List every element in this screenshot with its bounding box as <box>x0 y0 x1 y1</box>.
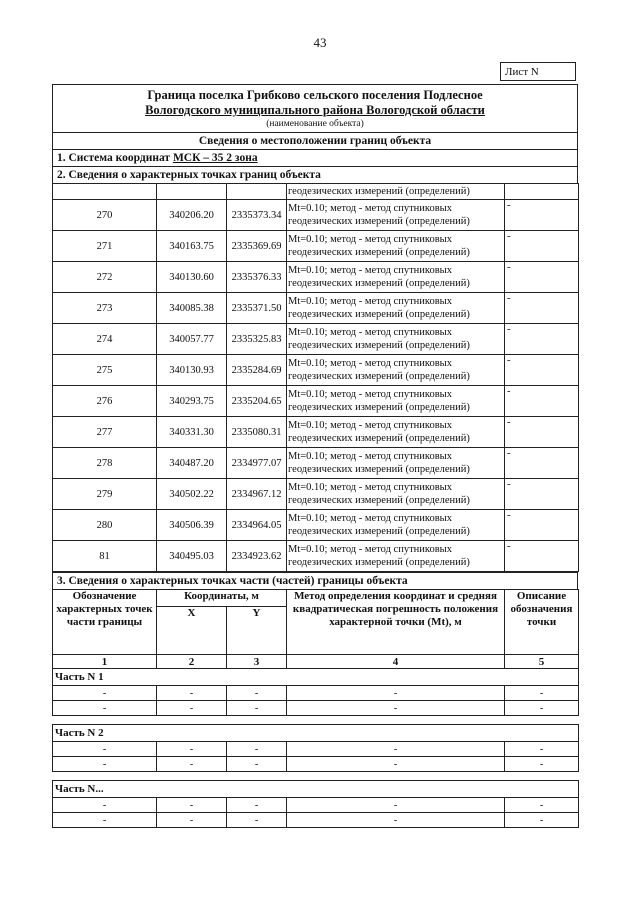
table-row <box>53 813 579 828</box>
coordinate-system-label: 1. Система координат <box>57 152 171 164</box>
empty-cell: - <box>157 798 227 813</box>
point-description: - <box>505 200 579 231</box>
table-row <box>53 510 579 541</box>
col-number: 2 <box>157 655 227 669</box>
point-method <box>287 200 505 231</box>
empty-cell: - <box>287 813 505 828</box>
col-x-header: X <box>157 607 227 655</box>
point-x: 340085.38 <box>157 293 227 324</box>
empty-cell: - <box>157 701 227 716</box>
object-header <box>52 84 578 132</box>
point-y: 2335204.65 <box>227 386 287 417</box>
col-number: 3 <box>227 655 287 669</box>
point-x: 340506.39 <box>157 510 227 541</box>
method-line1: Mt=0.10; метод - метод спутниковых <box>288 234 452 245</box>
col-method-header: Метод определения координат и средняя квадратическая погрешность положения характерной точки (Mt), м <box>287 590 505 655</box>
table-row <box>53 448 579 479</box>
table-row <box>53 479 579 510</box>
method-line2: геодезических измерений (определений) <box>288 464 470 475</box>
point-method <box>287 541 505 572</box>
section-title: Сведения о местоположении границ объекта <box>52 132 578 149</box>
page-number: 43 <box>313 35 327 50</box>
table-row <box>53 262 579 293</box>
table-row <box>53 757 579 772</box>
empty-cell: - <box>157 742 227 757</box>
method-line2: геодезических измерений (определений) <box>288 309 470 320</box>
empty-cell: - <box>53 813 157 828</box>
point-y: 2335369.69 <box>227 231 287 262</box>
table-row <box>53 417 579 448</box>
table-row <box>53 324 579 355</box>
method-line2: геодезических измерений (определений) <box>288 247 470 258</box>
point-y: 2335376.33 <box>227 262 287 293</box>
empty-cell: - <box>227 798 287 813</box>
point-id: 276 <box>53 386 157 417</box>
point-y: 2334967.12 <box>227 479 287 510</box>
point-description: - <box>505 417 579 448</box>
empty-cell: - <box>157 813 227 828</box>
part-label: Часть N... <box>53 781 579 798</box>
point-description: - <box>505 510 579 541</box>
point-x: 340502.22 <box>157 479 227 510</box>
method-line2: геодезических измерений (определений) <box>288 433 470 444</box>
empty-cell: - <box>227 757 287 772</box>
method-line2: геодезических измерений (определений) <box>288 526 470 537</box>
part-label-row <box>53 669 579 686</box>
point-id: 280 <box>53 510 157 541</box>
table-row <box>53 701 579 716</box>
point-y: 2335373.34 <box>227 200 287 231</box>
point-y: 2334964.05 <box>227 510 287 541</box>
empty-cell: - <box>505 757 579 772</box>
point-id: 278 <box>53 448 157 479</box>
point-id: 81 <box>53 541 157 572</box>
point-y: 2335080.31 <box>227 417 287 448</box>
empty-cell: - <box>227 701 287 716</box>
table-row <box>53 798 579 813</box>
point-y: 2334923.62 <box>227 541 287 572</box>
point-method <box>287 262 505 293</box>
empty-cell: - <box>157 757 227 772</box>
empty-cell: - <box>505 798 579 813</box>
point-x: 340057.77 <box>157 324 227 355</box>
object-title-line1: Граница поселка Грибково сельского поселения Подлесное <box>147 88 483 102</box>
point-id: 272 <box>53 262 157 293</box>
point-y: 2335284.69 <box>227 355 287 386</box>
col-designation-header: Обозначение характерных точек части границы <box>53 590 157 655</box>
point-x: 340293.75 <box>157 386 227 417</box>
table-row <box>53 386 579 417</box>
col-number: 4 <box>287 655 505 669</box>
point-method <box>287 293 505 324</box>
col-number: 5 <box>505 655 579 669</box>
point-method <box>287 355 505 386</box>
method-line1: Mt=0.10; метод - метод спутниковых <box>288 420 452 431</box>
col-number: 1 <box>53 655 157 669</box>
empty-cell: - <box>287 686 505 701</box>
parts-section-title: 3. Сведения о характерных точках части (частей) границы объекта <box>52 572 578 589</box>
empty-cell: - <box>227 813 287 828</box>
part-label-row <box>53 781 579 798</box>
point-x: 340331.30 <box>157 417 227 448</box>
point-method <box>287 479 505 510</box>
point-y: 2334977.07 <box>227 448 287 479</box>
parts-points-table <box>52 589 579 828</box>
table-row <box>53 231 579 262</box>
point-id: 271 <box>53 231 157 262</box>
empty-cell: - <box>287 757 505 772</box>
object-title-caption: (наименование объекта) <box>266 119 364 129</box>
table-row <box>53 686 579 701</box>
method-text: геодезических измерений (определений) <box>287 184 505 200</box>
point-description: - <box>505 293 579 324</box>
point-x: 340163.75 <box>157 231 227 262</box>
empty-cell: - <box>505 742 579 757</box>
empty-cell: - <box>287 701 505 716</box>
point-id: 279 <box>53 479 157 510</box>
method-line1: Mt=0.10; метод - метод спутниковых <box>288 296 452 307</box>
method-line1: Mt=0.10; метод - метод спутниковых <box>288 451 452 462</box>
table-row <box>53 184 579 200</box>
method-line2: геодезических измерений (определений) <box>288 371 470 382</box>
empty-cell: - <box>53 757 157 772</box>
spacer-row <box>53 716 579 725</box>
point-description: - <box>505 541 579 572</box>
empty-cell: - <box>53 686 157 701</box>
method-line1: Mt=0.10; метод - метод спутниковых <box>288 544 452 555</box>
point-x: 340487.20 <box>157 448 227 479</box>
empty-cell: - <box>505 686 579 701</box>
point-y: 2335325.83 <box>227 324 287 355</box>
point-x: 340206.20 <box>157 200 227 231</box>
col-coords-header: Координаты, м <box>157 590 287 607</box>
point-description: - <box>505 262 579 293</box>
point-method <box>287 510 505 541</box>
point-description: - <box>505 231 579 262</box>
point-method <box>287 231 505 262</box>
sheet-number-box: Лист N <box>500 62 576 81</box>
empty-cell: - <box>287 742 505 757</box>
point-id: 275 <box>53 355 157 386</box>
method-line2: геодезических измерений (определений) <box>288 340 470 351</box>
document-form <box>52 84 578 828</box>
method-line2: геодезических измерений (определений) <box>288 278 470 289</box>
method-line1: Mt=0.10; метод - метод спутниковых <box>288 358 452 369</box>
method-line1: Mt=0.10; метод - метод спутниковых <box>288 327 452 338</box>
point-x: 340130.93 <box>157 355 227 386</box>
method-line1: Mt=0.10; метод - метод спутниковых <box>288 513 452 524</box>
empty-cell: - <box>505 701 579 716</box>
table-row <box>53 742 579 757</box>
point-id: 274 <box>53 324 157 355</box>
point-description: - <box>505 479 579 510</box>
col-desc-header: Описание обозначения точки <box>505 590 579 655</box>
part-label: Часть N 2 <box>53 725 579 742</box>
table-row <box>53 541 579 572</box>
part-label: Часть N 1 <box>53 669 579 686</box>
point-description: - <box>505 355 579 386</box>
method-line1: Mt=0.10; метод - метод спутниковых <box>288 265 452 276</box>
part-label-row <box>53 725 579 742</box>
point-description: - <box>505 448 579 479</box>
method-line1: Mt=0.10; метод - метод спутниковых <box>288 482 452 493</box>
point-method <box>287 386 505 417</box>
point-method <box>287 448 505 479</box>
boundary-points-table <box>52 183 579 572</box>
coordinate-system-row <box>52 149 578 166</box>
empty-cell: - <box>505 813 579 828</box>
table-header-row <box>53 590 579 607</box>
point-id: 273 <box>53 293 157 324</box>
point-method <box>287 324 505 355</box>
empty-cell: - <box>53 742 157 757</box>
point-y: 2335371.50 <box>227 293 287 324</box>
column-number-row <box>53 655 579 669</box>
object-title-line2: Вологодского муниципального района Вологодской области <box>145 103 485 117</box>
point-method <box>287 417 505 448</box>
col-y-header: Y <box>227 607 287 655</box>
empty-cell: - <box>53 701 157 716</box>
point-description: - <box>505 324 579 355</box>
spacer-row <box>53 772 579 781</box>
method-line2: геодезических измерений (определений) <box>288 495 470 506</box>
coordinate-system-value: МСК – 35 2 зона <box>172 152 258 164</box>
method-line2: геодезических измерений (определений) <box>288 557 470 568</box>
empty-cell: - <box>227 742 287 757</box>
method-line2: геодезических измерений (определений) <box>288 216 470 227</box>
method-line2: геодезических измерений (определений) <box>288 402 470 413</box>
table-row <box>53 355 579 386</box>
table-row <box>53 200 579 231</box>
empty-cell: - <box>227 686 287 701</box>
table-row <box>53 293 579 324</box>
empty-cell: - <box>287 798 505 813</box>
method-line1: Mt=0.10; метод - метод спутниковых <box>288 389 452 400</box>
point-id: 270 <box>53 200 157 231</box>
empty-cell: - <box>157 686 227 701</box>
point-x: 340495.03 <box>157 541 227 572</box>
method-line1: Mt=0.10; метод - метод спутниковых <box>288 203 452 214</box>
empty-cell: - <box>53 798 157 813</box>
point-x: 340130.60 <box>157 262 227 293</box>
point-id: 277 <box>53 417 157 448</box>
points-section-title: 2. Сведения о характерных точках границ объекта <box>52 166 578 183</box>
point-description: - <box>505 386 579 417</box>
